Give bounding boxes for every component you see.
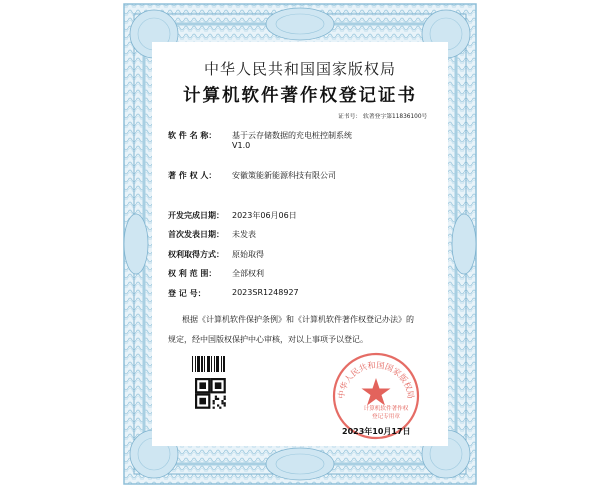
field-value-registration-number: 2023SR1248927 [232,288,299,297]
field-value-rights-scope: 全部权利 [232,269,264,278]
certificate-title: 计算机软件著作权登记证书 [183,86,417,106]
field-value-version: V1.0 [232,141,251,150]
barcode-qr-graphic [192,356,230,418]
certificate [120,0,480,488]
body-text-line-1: 根据《计算机软件保护条例》和《计算机软件著作权登记办法》的 [182,315,414,324]
field-label-copyright-holder: 著 作 权 人： [168,171,217,180]
barcode-and-qr-code [192,356,230,422]
field-label-completion-date: 开发完成日期： [168,211,224,220]
field-value-software-name: 基于云存储数据的充电桩控制系统 [232,131,352,140]
seal-star-icon [362,378,391,406]
field-value-copyright-holder: 安徽策能新能源科技有限公司 [232,171,336,180]
seal-inner-line-1: 计算机软件著作权 [363,406,409,412]
seal-inner-text [350,405,422,421]
field-value-completion-date: 2023年06月06日 [232,211,297,220]
certificate-number: 证书号： 软著登字第11836100号 [338,114,428,120]
field-label-acquisition-method: 权利取得方式： [168,250,224,259]
issue-date: 2023年10月17日 [342,427,411,436]
field-label-software-name: 软 件 名 称： [168,131,217,140]
seal-arc-text: 中华人民共和国国家版权局 [335,359,417,400]
field-label-publication-date: 首次发表日期： [168,230,224,239]
seal-inner-line-2: 登记专用章 [372,414,400,420]
field-label-rights-scope: 权 利 范 围： [168,269,217,278]
field-value-acquisition-method: 原始取得 [232,250,264,259]
body-text-line-2: 规定，经中国版权保护中心审核，对以上事项予以登记。 [168,335,368,344]
issuer-heading: 中华人民共和国国家版权局 [203,60,396,78]
field-label-registration-number: 登 记 号： [168,289,206,298]
field-value-publication-date: 未发表 [232,230,256,239]
